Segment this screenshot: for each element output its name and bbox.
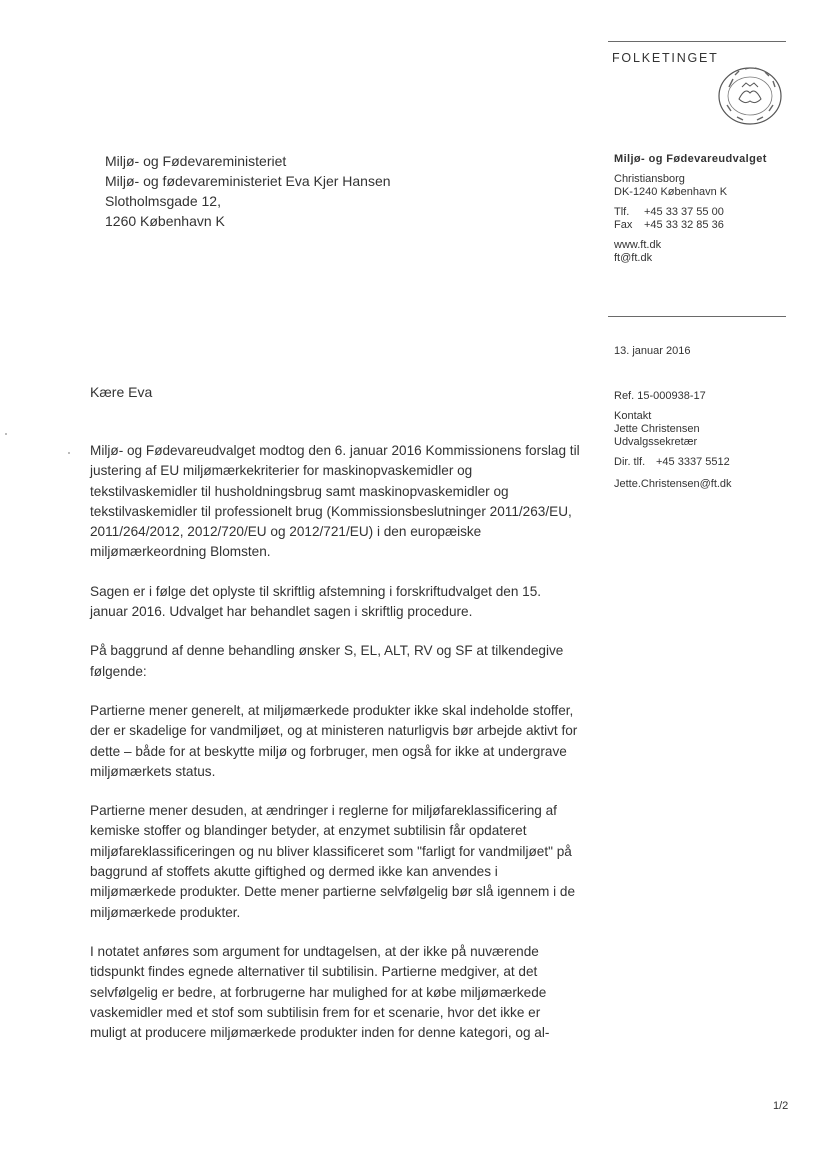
reference-block — [614, 390, 732, 491]
sender-address-line1: Christiansborg — [614, 173, 685, 185]
recipient-line4: 1260 København K — [105, 213, 225, 229]
direct-phone-value: +45 3337 5512 — [656, 456, 730, 468]
letter-paragraph-5: Partierne mener desuden, at ændringer i reglerne for miljøfareklassificering af kemiske stoffer og blandinger betyder, at enzymet subtilisin får opdateret miljøfareklassificeringen og nu bliver klassificeret som "farligt for vandmiljøet" på baggrund af stoffets akutte giftighed og dermed ikke kan anvendes i miljømærkede produkter. Dette mener partierne selvfølgelig bør slå igennem i de miljømærkede produkter. — [90, 803, 576, 920]
letter-paragraph-2: Sagen er i følge det oplyste til skriftlig afstemning i forskriftudvalget den 15. januar 2016. Udvalget har behandlet sagen i skriftlig procedure. — [90, 583, 542, 620]
contact-email: Jette.Christensen@ft.dk — [614, 478, 732, 490]
phone-value: +45 33 37 55 00 — [644, 206, 724, 218]
letter-greeting: Kære Eva — [90, 384, 153, 400]
recipient-line3: Slotholmsgade 12, — [105, 193, 221, 209]
letter-date: 13. januar 2016 — [614, 345, 691, 357]
contact-name: Jette Christensen — [614, 423, 700, 435]
letter-paragraph-4: Partierne mener generelt, at miljømærkede produkter ikke skal indeholde stoffer, der er skadelige for vandmiljøet, og at ministeren naturligvis bør arbejde aktivt for dette – både for at beskytte miljø og forbruger, men også for ikke at undergrave miljømærkets status. — [90, 702, 578, 779]
letter-paragraph-3: På baggrund af denne behandling ønsker S, EL, ALT, RV og SF at tilkendegive følgende: — [90, 643, 564, 679]
recipient-line2: Miljø- og fødevareministeriet Eva Kjer Hansen — [105, 173, 391, 189]
reference-number: Ref. 15-000938-17 — [614, 390, 706, 402]
contact-title: Udvalgssekretær — [614, 436, 698, 448]
sender-block — [614, 153, 767, 265]
org-name: FOLKETINGET — [612, 51, 719, 65]
phone-label: Tlf. — [614, 206, 630, 218]
page-number: 1/2 — [773, 1100, 789, 1112]
contact-label: Kontakt — [614, 410, 652, 422]
sender-email: ft@ft.dk — [614, 252, 653, 264]
folketinget-seal-icon — [715, 65, 785, 127]
letter-paragraph-1: Miljø- og Fødevareudvalget modtog den 6. januar 2016 Kommissionens forslag til justering af EU miljømærkekriterier for maskinopvaskemidler og tekstilvaskemidler til husholdningsbrug samt maskinopvaskemidler og tekstilvaskemidler til professionelt brug (Kommissionsbeslutninger 2011/263/EU, 2011/264/2012, 2012/720/EU og 2012/721/EU) i den europæiske miljømærkeordning Blomsten. — [90, 443, 580, 560]
scan-speck — [68, 452, 70, 454]
sender-web: www.ft.dk — [614, 239, 662, 251]
recipient-block — [105, 151, 391, 231]
header-rule-top — [608, 41, 786, 42]
letter-paragraph-6: I notatet anføres som argument for undtagelsen, at der ikke på nuværende tidspunkt findes egnede alternativer til subtilisin. Partierne medgiver, at det selvfølgelig er bedre, at forbrugerne har mulighed for at købe miljømærkede vaskemidler med et stof som subtilisin frem for et scenarie, hvor det ikke er muligt at producere miljømærkede produkter inden for denne kategori, og al- — [90, 943, 550, 1041]
fax-label: Fax — [614, 219, 633, 231]
sender-committee: Miljø- og Fødevareudvalget — [614, 153, 767, 165]
direct-phone-row — [614, 456, 732, 469]
direct-phone-label: Dir. tlf. — [614, 456, 646, 468]
header-rule-bottom — [608, 316, 786, 317]
sender-address-line2: DK-1240 København K — [614, 186, 728, 198]
fax-value: +45 33 32 85 36 — [644, 219, 724, 231]
letter-body — [90, 441, 580, 1062]
sender-fax-row — [614, 219, 767, 232]
scan-speck — [5, 433, 7, 435]
recipient-line1: Miljø- og Fødevareministeriet — [105, 153, 287, 169]
sender-phone-row — [614, 206, 767, 219]
